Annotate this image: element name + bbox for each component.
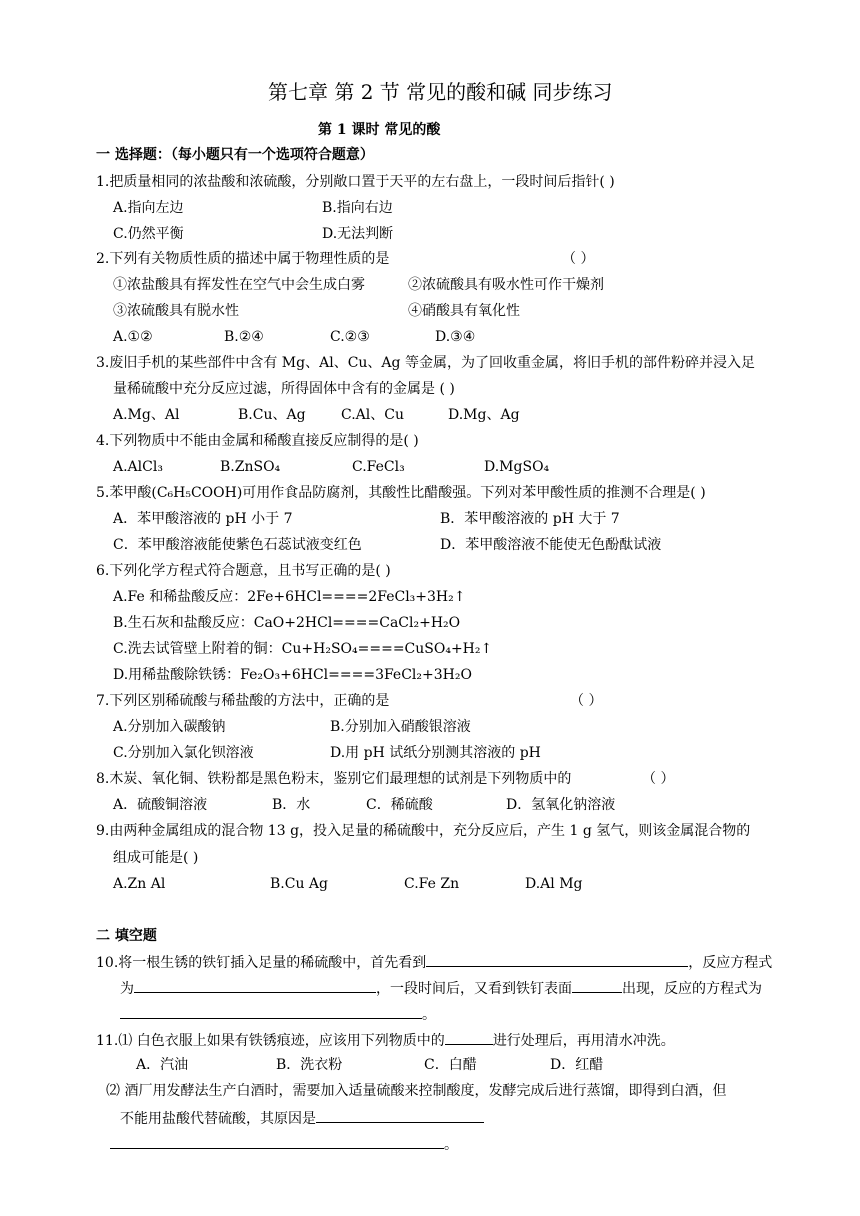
q9-option-b: B.Cu Ag: [270, 876, 328, 892]
q3-option-c: C.Al、Cu: [341, 407, 404, 423]
q10-line1: [96, 952, 772, 972]
q9-option-d: D.Al Mg: [525, 876, 583, 892]
q7-option-c: C.分别加入氯化钡溶液: [113, 745, 254, 761]
q1-option-d: D.无法判断: [322, 226, 394, 242]
q10-text-3: 为: [120, 981, 134, 997]
q11-blank-choice[interactable]: [445, 1030, 493, 1045]
q2-option-b: B.②④: [224, 329, 264, 345]
q6-option-a: A.Fe 和稀盐酸反应：2Fe+6HCl====2FeCl₃+3H₂↑: [113, 589, 466, 605]
q1-option-b: B.指向右边: [322, 200, 393, 216]
q10-line3: [120, 1004, 436, 1024]
q11-line1: [96, 1030, 675, 1050]
q10-blank-equation-1[interactable]: [134, 978, 376, 993]
q7-option-a: A.分别加入碳酸钠: [113, 719, 226, 735]
q5-option-d: D．苯甲酸溶液不能使无色酚酞试液: [440, 537, 662, 553]
q11-blank-reason-1[interactable]: [316, 1108, 484, 1123]
q10-text-5: 出现，反应的方程式为: [622, 981, 762, 997]
q2-answer-paren: （ ）: [562, 251, 595, 267]
q7-answer-paren: （ ）: [570, 693, 603, 709]
q9-option-a: A.Zn Al: [113, 876, 166, 892]
q10-text-1: 10.将一根生锈的铁钉插入足量的稀硫酸中，首先看到: [96, 955, 427, 971]
q11-text-4: 不能用盐酸代替硫酸，其原因是: [120, 1111, 316, 1127]
q2-stem: 2.下列有关物质性质的描述中属于物理性质的是: [96, 251, 390, 267]
q5-option-a: A．苯甲酸溶液的 pH 小于 7: [113, 511, 293, 527]
q2-option-a: A.①②: [113, 329, 153, 345]
q10-text-6: 。: [422, 1007, 436, 1023]
q4-option-b: B.ZnSO₄: [220, 459, 281, 475]
q2-option-d: D.③④: [435, 329, 476, 345]
q1-option-a: A.指向左边: [113, 200, 184, 216]
q3-option-a: A.Mg、Al: [113, 407, 180, 423]
q8-stem: 8.木炭、氧化铜、铁粉都是黑色粉末，鉴别它们最理想的试剂是下列物质中的: [96, 771, 572, 787]
q11-text-5: 。: [444, 1137, 458, 1153]
q10-text-4: ，一段时间后，又看到铁钉表面: [376, 981, 572, 997]
q8-option-b: B．水: [272, 797, 311, 813]
q10-text-2: ，反应方程式: [688, 955, 773, 971]
q3-option-d: D.Mg、Ag: [448, 407, 520, 423]
q5-option-b: B．苯甲酸溶液的 pH 大于 7: [440, 511, 620, 527]
q8-option-c: C．稀硫酸: [366, 797, 433, 813]
q8-answer-paren: （ ）: [642, 771, 675, 787]
q3-stem-line2: 量稀硫酸中充分反应过滤，所得固体中含有的金属是 ( ): [113, 381, 455, 397]
q7-stem: 7.下列区别稀硫酸与稀盐酸的方法中，正确的是: [96, 693, 390, 709]
q4-option-d: D.MgSO₄: [484, 459, 550, 475]
q11-part2-line2: [120, 1108, 484, 1128]
q2-statement-2: ②浓硫酸具有吸水性可作干燥剂: [408, 277, 604, 293]
q7-option-b: B.分别加入硝酸银溶液: [330, 719, 471, 735]
q2-option-c: C.②③: [330, 329, 370, 345]
q10-blank-equation-2[interactable]: [120, 1004, 422, 1019]
q5-option-c: C．苯甲酸溶液能使紫色石蕊试液变红色: [113, 537, 362, 553]
q9-stem-line1: 9.由两种金属组成的混合物 13 g，投入足量的稀硫酸中，充分反应后，产生 1 g 氢气，则该金属混合物的: [96, 823, 751, 839]
q3-stem-line1: 3.废旧手机的某些部件中含有 Mg、Al、Cu、Ag 等金属，为了回收重金属，将旧手机的部件粉碎并浸入足: [96, 355, 755, 371]
q2-statement-3: ③浓硫酸具有脱水性: [113, 303, 239, 319]
q10-line2: [120, 978, 762, 998]
q1-option-c: C.仍然平衡: [113, 226, 184, 242]
q11-blank-reason-2[interactable]: [110, 1134, 444, 1149]
q6-option-c: C.洗去试管壁上附着的铜：Cu+H₂SO₄====CuSO₄+H₂↑: [113, 641, 493, 657]
q11-text-2: 进行处理后，再用清水冲洗。: [492, 1033, 675, 1049]
q4-stem: 4.下列物质中不能由金属和稀酸直接反应制得的是( ): [96, 433, 419, 449]
q6-stem: 6.下列化学方程式符合题意，且书写正确的是( ): [96, 563, 391, 579]
q10-blank-observation[interactable]: [426, 952, 688, 967]
lesson-subtitle: 第 1 课时 常见的酸: [318, 122, 441, 138]
q6-option-d: D.用稀盐酸除铁锈：Fe₂O₃+6HCl====3FeCl₂+3H₂O: [113, 667, 472, 683]
q9-stem-line2: 组成可能是( ): [113, 850, 199, 866]
page-title: 第七章 第 2 节 常见的酸和碱 同步练习: [268, 80, 613, 104]
q11-part2-line1: ⑵ 酒厂用发酵法生产白酒时，需要加入适量硫酸来控制酸度，发酵完成后进行蒸馏，即得到白酒，但: [106, 1083, 727, 1099]
q6-option-b: B.生石灰和盐酸反应：CaO+2HCl====CaCl₂+H₂O: [113, 615, 461, 631]
q8-option-d: D．氢氧化钠溶液: [506, 797, 616, 813]
q11-text-1: 11.⑴ 白色衣服上如果有铁锈痕迹，应该用下列物质中的: [96, 1033, 445, 1049]
q11-option-d: D．红醋: [550, 1057, 604, 1073]
q2-statement-4: ④硝酸具有氧化性: [408, 303, 520, 319]
q1-stem: 1.把质量相同的浓盐酸和浓硫酸，分别敞口置于天平的左右盘上，一段时间后指针( ): [96, 174, 615, 190]
q7-option-d: D.用 pH 试纸分别测其溶液的 pH: [330, 745, 541, 761]
q4-option-c: C.FeCl₃: [352, 459, 405, 475]
q11-option-b: B．洗衣粉: [276, 1057, 343, 1073]
section-choice-heading: 一 选择题：（每小题只有一个选项符合题意）: [96, 147, 374, 163]
q2-statement-1: ①浓盐酸具有挥发性在空气中会生成白雾: [113, 277, 365, 293]
q9-option-c: C.Fe Zn: [404, 876, 460, 892]
q3-option-b: B.Cu、Ag: [238, 407, 306, 423]
q11-option-c: C．白醋: [424, 1057, 477, 1073]
q11-part2-line3: [110, 1134, 458, 1154]
q11-option-a: A．汽油: [136, 1057, 189, 1073]
q10-blank-surface[interactable]: [572, 978, 622, 993]
q5-stem: 5.苯甲酸(C₆H₅COOH)可用作食品防腐剂，其酸性比醋酸强。下列对苯甲酸性质的推测不合理是( ): [96, 485, 706, 501]
section-fill-heading: 二 填空题: [96, 928, 157, 944]
q8-option-a: A．硫酸铜溶液: [113, 797, 208, 813]
q4-option-a: A.AlCl₃: [113, 459, 163, 475]
